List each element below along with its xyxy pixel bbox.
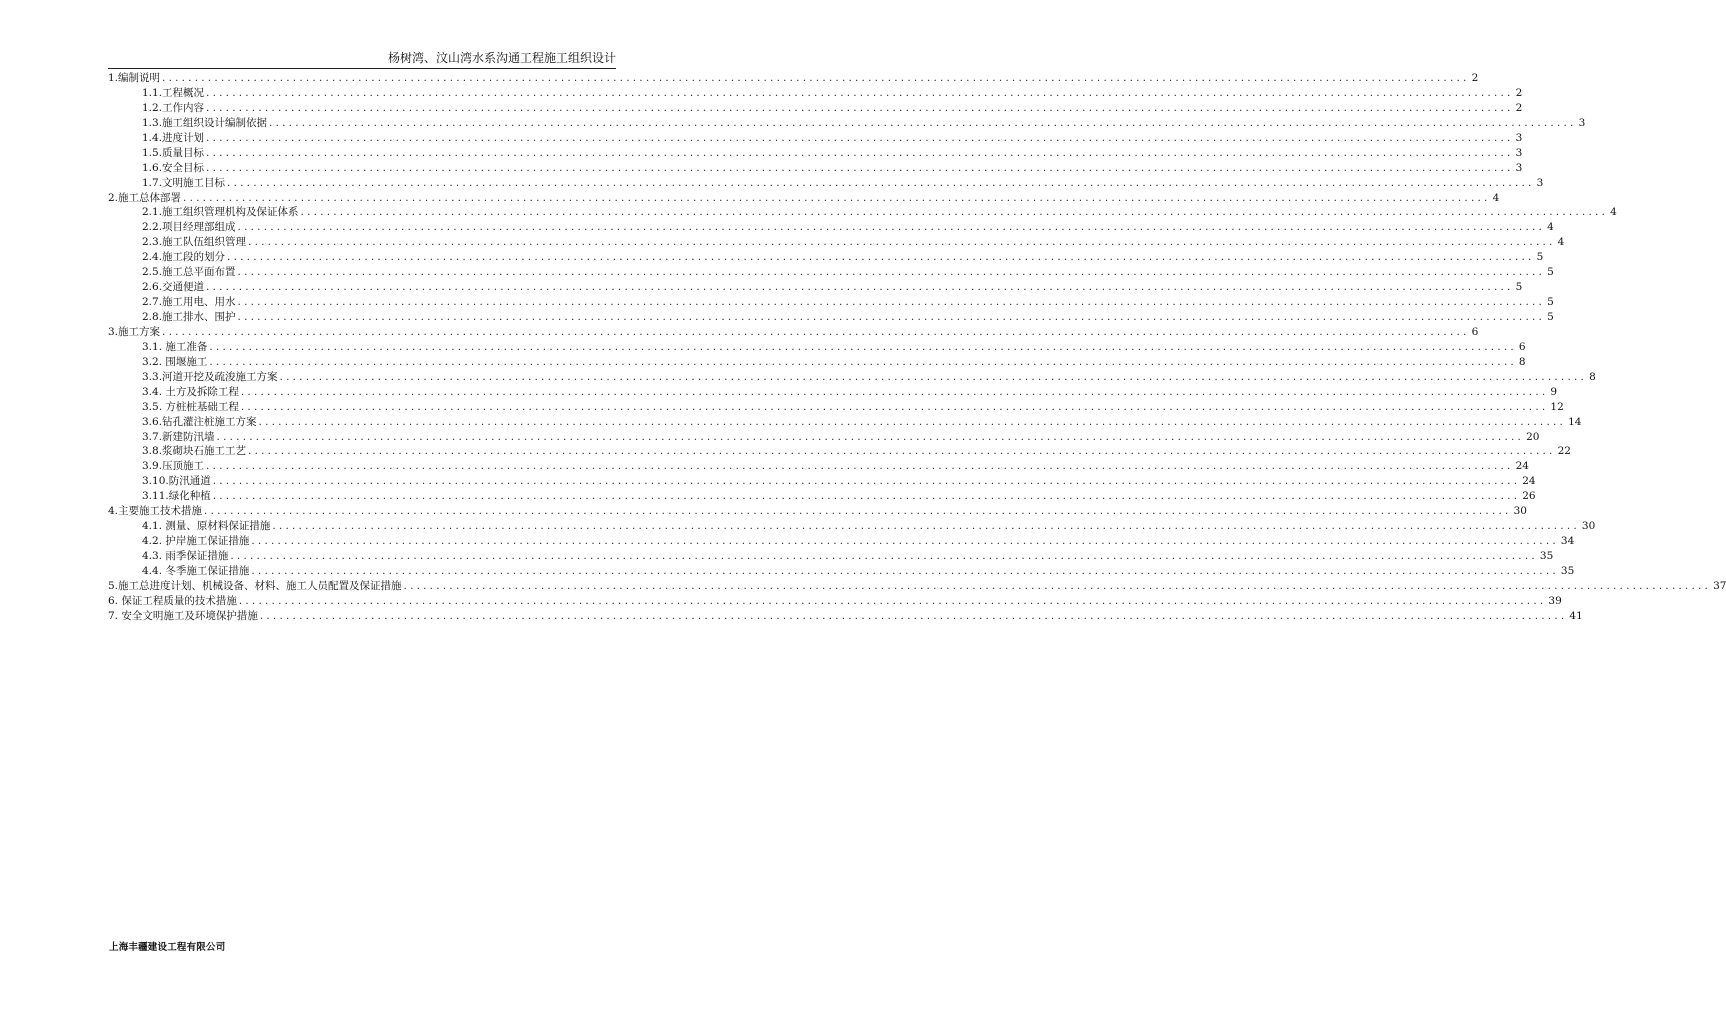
toc-entry-title: 5.施工总进度计划、机械设备、材料、施工人员配置及保证措施 bbox=[108, 579, 402, 592]
toc-dot-leader: ........................................................................................................................................................................................................ bbox=[237, 311, 1546, 323]
toc-dot-leader: ........................................................................................................................................................................................................ bbox=[162, 72, 1470, 84]
toc-entry-title: 1.7.文明施工目标 bbox=[142, 176, 226, 189]
toc-entry-level1[interactable] bbox=[108, 71, 1479, 86]
toc-entry-level2[interactable] bbox=[108, 235, 1565, 250]
toc-dot-leader: ........................................................................................................................................................................................................ bbox=[212, 475, 1521, 488]
toc-entry-title: 2.6.交通便道 bbox=[142, 281, 205, 294]
toc-entry-title: 6. 保证工程质量的技术措施 bbox=[108, 594, 237, 607]
toc-entry-page-number: 5 bbox=[1547, 311, 1554, 323]
toc-dot-leader: ........................................................................................................................................................................................................ bbox=[240, 385, 1549, 398]
toc-entry-level2[interactable] bbox=[108, 370, 1596, 385]
toc-entry-title: 2.2.项目经理部组成 bbox=[142, 221, 236, 234]
toc-dot-leader: ........................................................................................................................................................................................................ bbox=[206, 146, 1514, 159]
toc-entry-level2[interactable] bbox=[108, 459, 1529, 474]
page-header bbox=[108, 50, 616, 69]
toc-entry-page-number: 2 bbox=[1515, 86, 1523, 99]
page-footer bbox=[109, 939, 225, 953]
toc-entry-level2[interactable] bbox=[108, 116, 1586, 131]
toc-dot-leader: ........................................................................................................................................................................................................ bbox=[258, 415, 1567, 428]
toc-dot-leader: ........................................................................................................................................................................................................ bbox=[251, 564, 1559, 577]
toc-entry-page-number: 5 bbox=[1547, 266, 1554, 279]
toc-dot-leader: ........................................................................................................................................................................................................ bbox=[279, 370, 1588, 383]
toc-entry-level2[interactable] bbox=[108, 444, 1571, 459]
toc-entry-page-number: 4 bbox=[1492, 191, 1500, 204]
toc-dot-leader: ........................................................................................................................................................................................................ bbox=[206, 86, 1514, 99]
toc-dot-leader: ........................................................................................................................................................................................................ bbox=[183, 191, 1491, 204]
toc-entry-page-number: 3 bbox=[1515, 131, 1523, 144]
toc-entry-page-number: 37 bbox=[1713, 579, 1726, 592]
toc-entry-level2[interactable] bbox=[108, 250, 1544, 265]
toc-entry-level2[interactable] bbox=[108, 355, 1526, 370]
toc-entry-page-number: 2 bbox=[1471, 72, 1479, 84]
toc-entry-level1[interactable] bbox=[108, 325, 1479, 340]
toc-entry-level2[interactable] bbox=[108, 415, 1582, 430]
toc-entry-page-number: 20 bbox=[1526, 430, 1540, 443]
toc-entry-page-number: 3 bbox=[1578, 116, 1586, 129]
toc-entry-level2[interactable] bbox=[108, 101, 1523, 116]
table-of-contents bbox=[108, 71, 1726, 624]
toc-entry-title: 4.4. 冬季施工保证措施 bbox=[142, 564, 250, 577]
toc-dot-leader: ........................................................................................................................................................................................................ bbox=[248, 236, 1556, 249]
toc-entry-page-number: 4 bbox=[1557, 236, 1565, 249]
toc-entry-level1[interactable] bbox=[108, 579, 1726, 594]
toc-entry-page-number: 6 bbox=[1518, 340, 1526, 353]
toc-dot-leader: ........................................................................................................................................................................................................ bbox=[237, 296, 1546, 309]
toc-entry-title: 1.2.工作内容 bbox=[142, 101, 205, 114]
toc-entry-title: 1.6.安全目标 bbox=[142, 161, 205, 174]
toc-entry-level2[interactable] bbox=[108, 534, 1575, 549]
toc-dot-leader: ........................................................................................................................................................................................................ bbox=[300, 206, 1609, 219]
toc-entry-page-number: 35 bbox=[1539, 550, 1554, 562]
toc-entry-page-number: 24 bbox=[1515, 460, 1529, 473]
toc-entry-title: 3.6.钻孔灌注桩施工方案 bbox=[142, 415, 257, 428]
toc-entry-title: 2.8.施工排水、围护 bbox=[142, 311, 236, 323]
toc-entry-page-number: 5 bbox=[1536, 251, 1544, 264]
toc-entry-page-number: 5 bbox=[1515, 281, 1523, 294]
toc-entry-title: 1.4.进度计划 bbox=[142, 131, 205, 144]
toc-entry-title: 2.1.施工组织管理机构及保证体系 bbox=[142, 206, 299, 219]
toc-dot-leader: ........................................................................................................................................................................................................ bbox=[206, 460, 1514, 473]
toc-entry-page-number: 6 bbox=[1471, 325, 1479, 338]
toc-entry-title: 4.2. 护岸施工保证措施 bbox=[142, 535, 250, 548]
toc-entry-level2[interactable] bbox=[108, 549, 1554, 564]
toc-entry-level2[interactable] bbox=[108, 265, 1554, 280]
toc-entry-level1[interactable] bbox=[108, 191, 1500, 206]
toc-entry-title: 4.3. 雨季保证措施 bbox=[142, 550, 229, 562]
toc-dot-leader: ........................................................................................................................................................................................................ bbox=[204, 505, 1512, 518]
toc-entry-level1[interactable] bbox=[108, 594, 1562, 609]
toc-entry-title: 3.10.防汛通道 bbox=[142, 475, 211, 488]
toc-entry-level2[interactable] bbox=[108, 161, 1523, 176]
toc-entry-level2[interactable] bbox=[108, 280, 1523, 295]
toc-dot-leader: ........................................................................................................................................................................................................ bbox=[216, 430, 1525, 443]
toc-entry-title: 2.5.施工总平面布置 bbox=[142, 266, 236, 279]
toc-entry-level2[interactable] bbox=[108, 340, 1526, 355]
toc-entry-level2[interactable] bbox=[108, 131, 1523, 146]
toc-entry-page-number: 41 bbox=[1569, 609, 1583, 622]
toc-entry-title: 3.1. 施工准备 bbox=[142, 340, 208, 353]
toc-dot-leader: ........................................................................................................................................................................................................ bbox=[227, 176, 1535, 189]
toc-entry-page-number: 35 bbox=[1560, 564, 1575, 577]
toc-entry-title: 1.5.质量目标 bbox=[142, 146, 205, 159]
toc-entry-title: 1.编制说明 bbox=[108, 72, 161, 84]
toc-entry-title: 7. 安全文明施工及环境保护措施 bbox=[108, 609, 258, 622]
header-title: 杨树湾、汶山湾水系沟通工程施工组织设计 bbox=[387, 51, 616, 65]
toc-entry-title: 3.11.绿化种植 bbox=[142, 490, 211, 503]
toc-entry-title: 3.8.浆砌块石施工工艺 bbox=[142, 445, 247, 458]
toc-entry-level2[interactable] bbox=[108, 430, 1540, 445]
toc-dot-leader: ........................................................................................................................................................................................................ bbox=[206, 131, 1514, 144]
toc-entry-level2[interactable] bbox=[108, 205, 1617, 220]
toc-entry-page-number: 3 bbox=[1515, 161, 1523, 174]
toc-entry-level2[interactable] bbox=[108, 220, 1554, 235]
toc-entry-title: 2.4.施工段的划分 bbox=[142, 251, 226, 264]
toc-entry-page-number: 34 bbox=[1560, 535, 1575, 548]
toc-entry-page-number: 4 bbox=[1547, 221, 1554, 234]
toc-dot-leader: ........................................................................................................................................................................................................ bbox=[206, 101, 1514, 114]
toc-dot-leader: ........................................................................................................................................................................................................ bbox=[209, 355, 1517, 368]
toc-dot-leader: ........................................................................................................................................................................................................ bbox=[240, 400, 1549, 413]
toc-entry-level2[interactable] bbox=[108, 400, 1564, 415]
toc-entry-title: 4.1. 测量、原材料保证措施 bbox=[142, 520, 271, 533]
toc-entry-title: 3.2. 围堰施工 bbox=[142, 355, 208, 368]
toc-entry-title: 2.3.施工队伍组织管理 bbox=[142, 236, 247, 249]
toc-entry-page-number: 3 bbox=[1515, 146, 1523, 159]
toc-dot-leader: ........................................................................................................................................................................................................ bbox=[237, 221, 1546, 234]
toc-entry-level2[interactable] bbox=[108, 310, 1554, 325]
toc-dot-leader: ........................................................................................................................................................................................................ bbox=[237, 266, 1546, 279]
toc-entry-title: 3.7.新建防汛墙 bbox=[142, 430, 215, 443]
toc-dot-leader: ........................................................................................................................................................................................................ bbox=[269, 116, 1577, 129]
toc-entry-title: 4.主要施工技术措施 bbox=[108, 505, 203, 518]
toc-entry-title: 2.7.施工用电、用水 bbox=[142, 296, 236, 309]
toc-dot-leader: ........................................................................................................................................................................................................ bbox=[206, 281, 1514, 294]
toc-dot-leader: ........................................................................................................................................................................................................ bbox=[272, 520, 1580, 533]
toc-entry-level2[interactable] bbox=[108, 146, 1523, 161]
toc-entry-page-number: 30 bbox=[1513, 505, 1527, 518]
toc-entry-title: 1.3.施工组织设计编制依据 bbox=[142, 116, 268, 129]
toc-entry-title: 1.1.工程概况 bbox=[142, 86, 205, 99]
toc-entry-title: 3.施工方案 bbox=[108, 325, 161, 338]
toc-dot-leader: ........................................................................................................................................................................................................ bbox=[209, 340, 1517, 353]
toc-entry-page-number: 8 bbox=[1589, 370, 1596, 383]
toc-entry-page-number: 26 bbox=[1522, 490, 1536, 503]
toc-dot-leader: ........................................................................................................................................................................................................ bbox=[251, 535, 1559, 548]
toc-dot-leader: ........................................................................................................................................................................................................ bbox=[238, 594, 1547, 607]
toc-dot-leader: ........................................................................................................................................................................................................ bbox=[259, 609, 1568, 622]
toc-dot-leader: ........................................................................................................................................................................................................ bbox=[227, 251, 1535, 264]
toc-entry-level2[interactable] bbox=[108, 176, 1544, 191]
toc-entry-level2[interactable] bbox=[108, 474, 1536, 489]
toc-entry-level2[interactable] bbox=[108, 564, 1575, 579]
toc-entry-page-number: 30 bbox=[1581, 520, 1596, 533]
toc-entry-level1[interactable] bbox=[108, 609, 1583, 624]
toc-entry-title: 3.9.压顶施工 bbox=[142, 460, 205, 473]
toc-entry-page-number: 24 bbox=[1522, 475, 1536, 488]
toc-entry-page-number: 9 bbox=[1550, 385, 1558, 398]
toc-entry-title: 3.5. 方桩桩基础工程 bbox=[142, 400, 239, 413]
toc-entry-page-number: 39 bbox=[1548, 594, 1562, 607]
toc-entry-page-number: 22 bbox=[1557, 445, 1571, 458]
toc-entry-title: 3.3.河道开挖及疏浚施工方案 bbox=[142, 370, 278, 383]
toc-entry-level2[interactable] bbox=[108, 86, 1523, 101]
toc-entry-level2[interactable] bbox=[108, 489, 1536, 504]
toc-entry-title: 2.施工总体部署 bbox=[108, 191, 182, 204]
toc-entry-page-number: 4 bbox=[1610, 206, 1617, 219]
toc-dot-leader: ........................................................................................................................................................................................................ bbox=[206, 161, 1514, 174]
footer-company: 上海丰疆建设工程有限公司 bbox=[109, 942, 226, 953]
toc-entry-title: 3.4. 土方及拆除工程 bbox=[142, 385, 239, 398]
toc-entry-page-number: 5 bbox=[1547, 296, 1554, 309]
toc-entry-page-number: 2 bbox=[1515, 101, 1523, 114]
toc-entry-page-number: 12 bbox=[1550, 400, 1564, 413]
toc-dot-leader: ........................................................................................................................................................................................................ bbox=[230, 550, 1538, 562]
toc-entry-level1[interactable] bbox=[108, 504, 1527, 519]
toc-dot-leader: ........................................................................................................................................................................................................ bbox=[162, 325, 1470, 338]
toc-entry-level2[interactable] bbox=[108, 295, 1554, 310]
toc-entry-level2[interactable] bbox=[108, 519, 1596, 534]
toc-entry-page-number: 8 bbox=[1518, 355, 1526, 368]
toc-entry-level2[interactable] bbox=[108, 385, 1558, 400]
toc-dot-leader: ........................................................................................................................................................................................................ bbox=[403, 579, 1712, 592]
toc-dot-leader: ........................................................................................................................................................................................................ bbox=[248, 445, 1556, 458]
toc-entry-page-number: 3 bbox=[1536, 176, 1544, 189]
toc-entry-page-number: 14 bbox=[1568, 415, 1582, 428]
toc-dot-leader: ........................................................................................................................................................................................................ bbox=[212, 490, 1521, 503]
